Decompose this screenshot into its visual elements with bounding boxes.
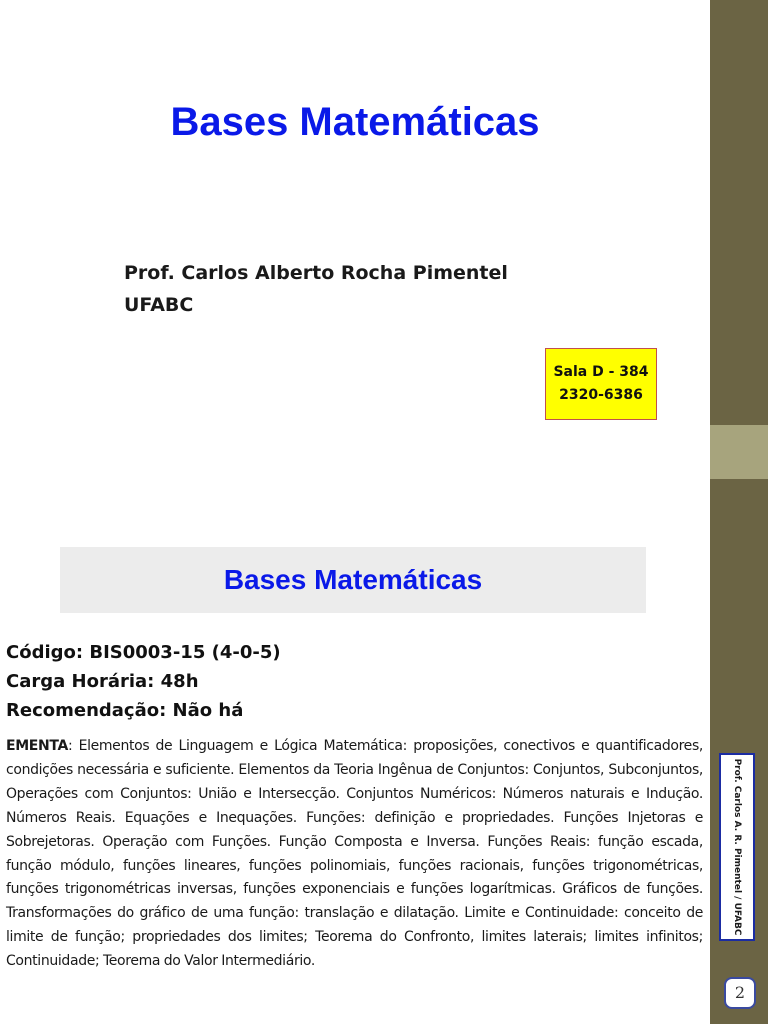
course-workload: Carga Horária: 48h bbox=[6, 671, 199, 692]
ementa-text: : Elementos de Linguagem e Lógica Matemática: proposições, conectivos e quantificadores, condições necessária e suficiente. Elementos da Teoria Ingênua de Conjuntos: Conjuntos, Subconjuntos, Operações com Conjuntos: União e Intersecção. Conjuntos Numéricos: Números naturais e Indução. Números Reais. Equações e Inequações. Funções: definição e propriedades. Funções Injetoras e Sobrejetoras. Operação com Funções. Função Composta e Inversa. Funções Reais: função escada, função módulo, funções lineares, funções polinomiais, funções racionais, funções trigonométricas, funções trigonométricas inversas, funções exponenciais e funções logarítmicas. Gráficos de funções. Transformações do gráfico de uma função: translação e dilatação. Limite e Continuidade: conceito de limite de função; propriedades dos limites; Teorema do Confronto, limites laterais; limites infinitos; Continuidade; Teorema do Valor Intermediário. bbox=[6, 738, 703, 970]
author-name: Prof. Carlos Alberto Rocha Pimentel bbox=[124, 262, 508, 284]
course-facts bbox=[6, 638, 281, 725]
author-block bbox=[124, 257, 508, 321]
phone-number: 2320-6386 bbox=[559, 387, 643, 403]
room-info-box bbox=[545, 348, 657, 420]
sidebar-vertical-label: Prof. Carlos A. R. Pimentel / UFABC bbox=[732, 758, 742, 936]
page-number: 2 bbox=[724, 977, 756, 1009]
ementa-label: EMENTA bbox=[6, 738, 68, 754]
course-code: Código: BIS0003-15 (4-0-5) bbox=[6, 642, 281, 663]
slide-2-title: Bases Matemáticas bbox=[60, 547, 646, 613]
sidebar-band bbox=[710, 425, 768, 479]
slide-1-title: Bases Matemáticas bbox=[170, 100, 540, 144]
ementa-paragraph bbox=[6, 735, 703, 974]
institution-name: UFABC bbox=[124, 294, 194, 316]
slide-1 bbox=[0, 0, 710, 533]
course-recommendation: Recomendação: Não há bbox=[6, 700, 244, 721]
room-number: Sala D - 384 bbox=[553, 364, 649, 380]
sidebar-label-box bbox=[719, 753, 755, 941]
